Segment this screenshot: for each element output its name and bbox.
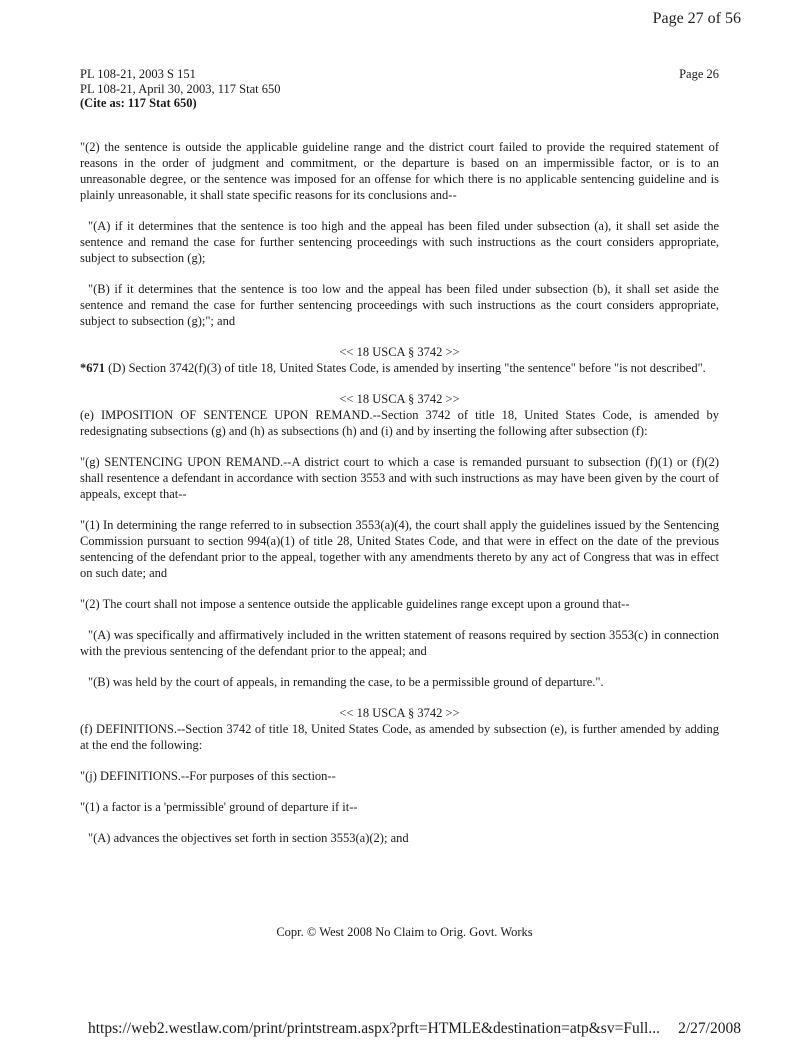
paragraph: "(B) was held by the court of appeals, in remanding the case, to be a permissible ground of departure.". [88,675,604,689]
cite-as: (Cite as: 117 Stat 650) [80,96,197,110]
paragraph: "(2) The court shall not impose a sentence outside the applicable guidelines range except upon a ground that-- [80,597,630,611]
document-page-number: Page 26 [679,67,719,81]
statute-text [80,139,719,861]
citation-line: PL 108-21, April 30, 2003, 117 Stat 650 [80,81,281,96]
paragraph: (f) DEFINITIONS.--Section 3742 of title 18, United States Code, as amended by subsection (e), is further amended by adding at the end the following: [80,722,719,752]
paragraph: "(A) advances the objectives set forth in section 3553(a)(2); and [88,831,409,845]
usca-reference: << 18 USCA § 3742 >> [339,706,460,720]
paragraph: "(1) a factor is a 'permissible' ground of departure if it-- [80,800,358,814]
print-page-number: Page 27 of 56 [652,10,741,27]
print-url: https://web2.westlaw.com/print/printstream.aspx?prft=HTMLE&destination=atp&sv=Full... [88,1020,660,1037]
paragraph: "(2) the sentence is outside the applicable guideline range and the district court failed to provide the required statement of reasons in the order of judgment and commitment, or the departure is based on an impermissible factor, or is to an unreasonable degree, or the sentence was imposed for an offense for which there is no applicable sentencing guideline and is plainly unreasonable, it shall state specific reasons for its conclusions and-- [80,140,719,202]
paragraph: "(B) if it determines that the sentence is too low and the appeal has been filed under subsection (b), it shall set aside the sentence and remand the case for further sentencing proceedings with such instructions as the court considers appropriate, subject to subsection (g);"; and [80,282,719,328]
citation-block [80,67,280,111]
paragraph: (e) IMPOSITION OF SENTENCE UPON REMAND.--Section 3742 of title 18, United States Code, is amended by redesignating subsections (g) and (h) as subsections (h) and (i) and by inserting the following after subsection (f): [80,408,719,438]
paragraph: "(A) was specifically and affirmatively included in the written statement of reasons required by section 3553(c) in connection with the previous sentencing of the defendant prior to the appeal; and [80,628,719,658]
star-page-marker: *671 [80,361,105,375]
paragraph: "(j) DEFINITIONS.--For purposes of this section-- [80,769,336,783]
paragraph-text: (D) Section 3742(f)(3) of title 18, United States Code, is amended by inserting "the sentence" before "is not described". [105,361,706,375]
paragraph: "(A) if it determines that the sentence is too high and the appeal has been filed under subsection (a), it shall set aside the sentence and remand the case for further sentencing proceedings with such instructions as the court considers appropriate, subject to subsection (g); [80,219,719,265]
print-date: 2/27/2008 [678,1020,741,1037]
copyright-notice: Copr. © West 2008 No Claim to Orig. Govt. Works [276,925,533,939]
paragraph: "(1) In determining the range referred to in subsection 3553(a)(4), the court shall apply the guidelines issued by the Sentencing Commission pursuant to section 994(a)(1) of title 28, United States Code, and that were in effect on the date of the previous sentencing of the defendant prior to the appeal, together with any amendments thereto by any act of Congress that was in effect on such date; and [80,518,719,580]
citation-line: PL 108-21, 2003 S 151 [80,67,196,81]
paragraph: "(g) SENTENCING UPON REMAND.--A district court to which a case is remanded pursuant to subsection (f)(1) or (f)(2) shall resentence a defendant in accordance with section 3553 and with such instructions as may have been given by the court of appeals, except that-- [80,455,719,501]
paragraph [80,360,719,376]
usca-reference: << 18 USCA § 3742 >> [339,345,460,359]
usca-reference: << 18 USCA § 3742 >> [339,392,460,406]
